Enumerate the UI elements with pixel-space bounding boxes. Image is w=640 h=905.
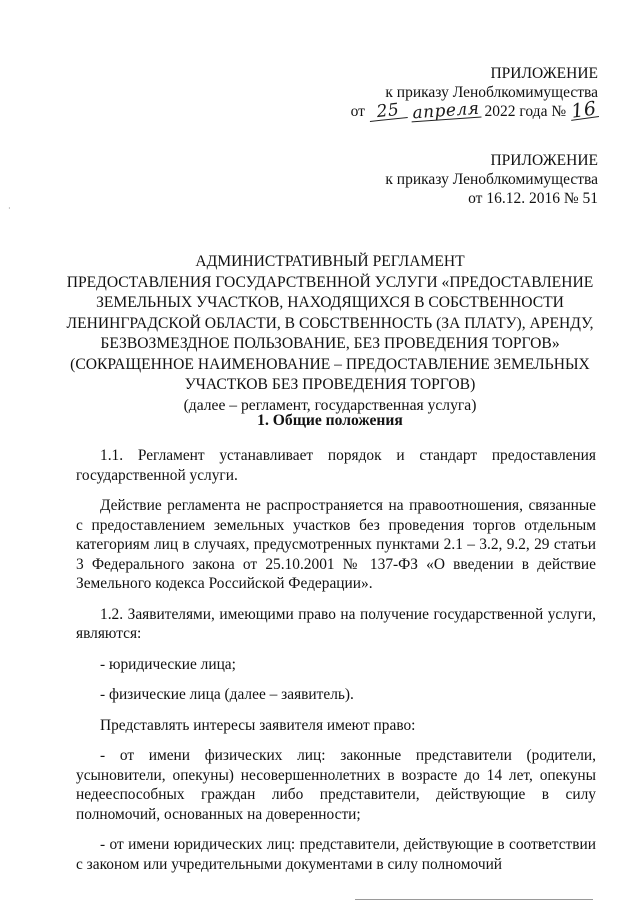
title-line: БЕЗВОЗМЕЗДНОЕ ПОЛЬЗОВАНИЕ, БЕЗ ПРОВЕДЕНИЯ ТОРГОВ»	[100, 335, 560, 352]
document-title	[60, 252, 600, 416]
title-line: УЧАСТКОВ БЕЗ ПРОВЕДЕНИЯ ТОРГОВ)	[184, 376, 476, 393]
document-body	[76, 446, 596, 874]
handwritten-day: 25	[368, 101, 408, 122]
scan-dot: ·	[8, 204, 11, 213]
title-line: ЗЕМЕЛЬНЫХ УЧАСТКОВ, НАХОДЯЩИХСЯ В СОБСТВЕННОСТИ	[96, 294, 564, 311]
appendix-order-ref: к приказу Леноблкомимущества	[385, 171, 598, 188]
paragraph: - физические лица (далее – заявитель).	[100, 686, 354, 703]
appendix-date-line: от 16.12. 2016 № 51	[468, 190, 598, 207]
date-middle: 2022 года №	[484, 103, 567, 120]
appendix-block-original	[385, 151, 598, 208]
paragraph: Представлять интересы заявителя имеют право:	[100, 716, 416, 734]
appendix-title: ПРИЛОЖЕНИЕ	[490, 65, 598, 82]
title-line: АДМИНИСТРАТИВНЫЙ РЕГЛАМЕНТ	[195, 253, 465, 270]
appendix-order-ref: к приказу Леноблкомимущества	[385, 84, 598, 101]
appendix-block-current	[350, 64, 598, 124]
section-heading: 1. Общие положения	[257, 412, 403, 429]
paragraph: 1.2. Заявителями, имеющими право на получение государственной услуги, являются:	[76, 605, 596, 642]
date-prefix: от	[350, 103, 365, 120]
title-subline: (далее – регламент, государственная услуга)	[183, 396, 477, 414]
paragraph: - юридические лица;	[100, 655, 236, 673]
paragraph: - от имени юридических лиц: представители, действующие в соответствии с законом или учредительными документами в силу полномочий	[76, 836, 596, 873]
title-line: (СОКРАЩЕННОЕ НАИМЕНОВАНИЕ – ПРЕДОСТАВЛЕНИЕ ЗЕМЕЛЬНЫХ	[70, 355, 590, 373]
handwritten-number: 16	[569, 97, 598, 123]
appendix-date-line	[350, 97, 598, 124]
footer-rule	[355, 899, 593, 900]
appendix-title: ПРИЛОЖЕНИЕ	[490, 152, 598, 169]
title-line: ПРЕДОСТАВЛЕНИЯ ГОСУДАРСТВЕННОЙ УСЛУГИ «ПРЕДОСТАВЛЕНИЕ	[66, 273, 594, 291]
paragraph: - от имени физических лиц: законные представители (родители, усыновители, опекуны) несовершеннолетних в возрасте до 14 лет, опекуны недееспособных граждан либо представители, действующие в силу полномочий, основанных на доверенности;	[76, 747, 596, 823]
paragraph: Действие регламента не распространяется на правоотношения, связанные с предоставлением земельных участков без проведения торгов отдельным категориям лиц в случаях, предусмотренных пунктами 2.1 – 3.2, 9.2, 29 статьи 3 Федерального закона от 25.10.2001 № 137-ФЗ «О введении в действие Земельного кодекса Российской Федерации».	[76, 497, 596, 592]
title-line: ЛЕНИНГРАДСКОЙ ОБЛАСТИ, В СОБСТВЕННОСТЬ (ЗА ПЛАТУ), АРЕНДУ,	[66, 314, 594, 332]
handwritten-month: апреля	[411, 98, 480, 124]
paragraph: 1.1. Регламент устанавливает порядок и стандарт предоставления государственной услуги.	[76, 447, 596, 484]
